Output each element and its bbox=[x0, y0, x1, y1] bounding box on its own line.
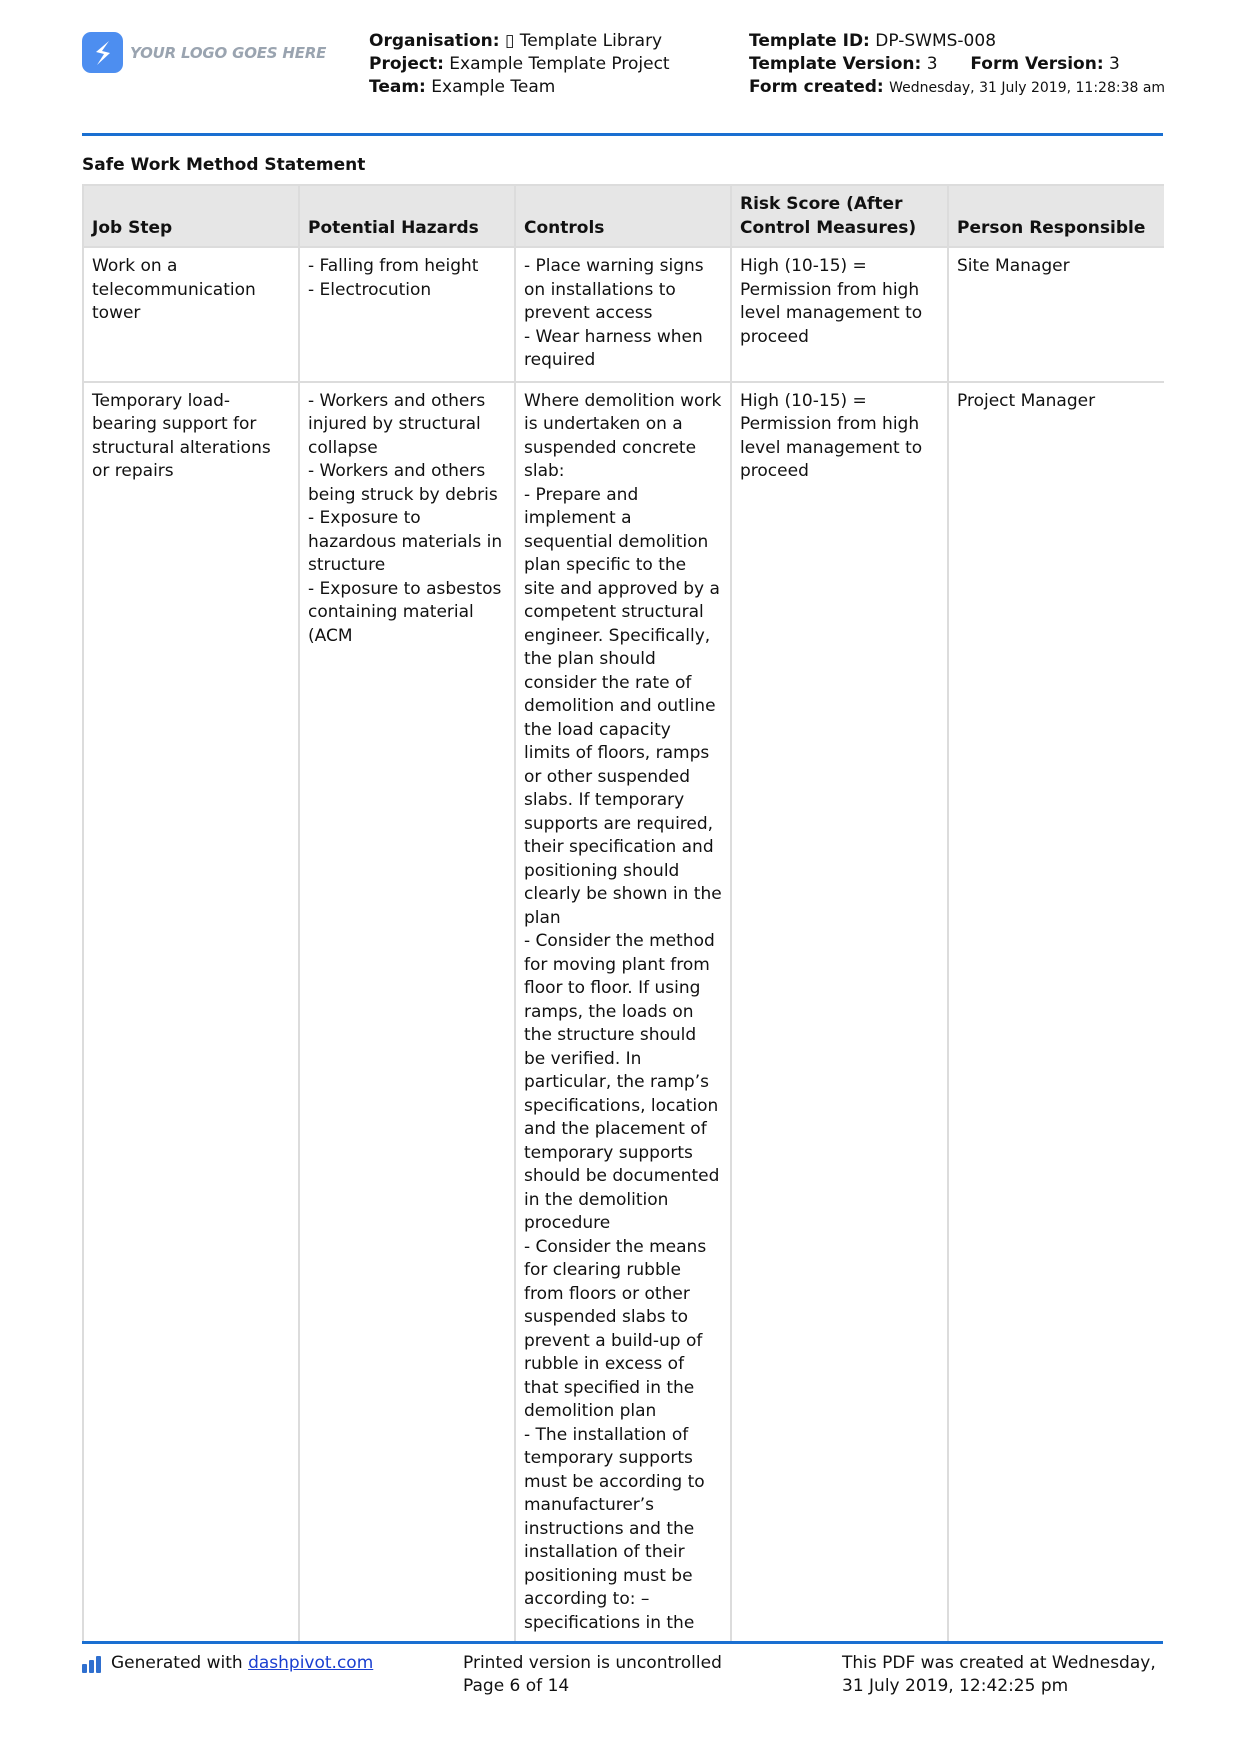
risk-score-cell: High (10-15) = Permission from high level management to proceed bbox=[731, 247, 948, 382]
pdf-created-at: This PDF was created at Wednesday, 31 July 2019, 12:42:25 pm bbox=[842, 1653, 1156, 1696]
team-line bbox=[369, 76, 729, 99]
column-header-person-responsible: Person Responsible bbox=[948, 185, 1164, 247]
swms-table bbox=[82, 184, 1164, 1642]
template-id-label: Template ID: bbox=[749, 31, 870, 51]
job-step-cell: Work on a telecommunication tower bbox=[83, 247, 299, 382]
company-logo bbox=[82, 32, 326, 73]
generated-prefix: Generated with bbox=[111, 1653, 249, 1673]
table-row bbox=[83, 382, 1164, 1643]
generated-with bbox=[82, 1652, 373, 1675]
team-value: Example Team bbox=[431, 77, 556, 97]
page-number: Page 6 of 14 bbox=[463, 1676, 570, 1696]
hazards-cell: - Workers and others injured by structural collapse - Workers and others being struck by debris - Exposure to hazardous materials in structure - Exposure to asbestos containing material (ACM bbox=[299, 382, 515, 1643]
page-header bbox=[82, 30, 1166, 128]
form-version-label: Form Version: bbox=[970, 54, 1104, 74]
form-created-label: Form created: bbox=[749, 77, 884, 97]
column-header-potential-hazards: Potential Hazards bbox=[299, 185, 515, 247]
job-step-cell: Temporary load-bearing support for structural alterations or repairs bbox=[83, 382, 299, 1643]
template-id-value: DP-SWMS-008 bbox=[875, 31, 997, 51]
template-version-value: 3 bbox=[926, 54, 938, 74]
swms-table-container bbox=[82, 184, 1164, 1642]
template-version-label: Template Version: bbox=[749, 54, 922, 74]
project-info bbox=[369, 30, 729, 99]
person-responsible-cell: Project Manager bbox=[948, 382, 1164, 1643]
organisation-label: Organisation: bbox=[369, 31, 500, 51]
project-value: Example Template Project bbox=[449, 54, 670, 74]
dashpivot-link[interactable]: dashpivot.com bbox=[248, 1653, 374, 1673]
form-created-line bbox=[749, 76, 1169, 100]
footer-divider bbox=[82, 1641, 1163, 1644]
section-title: Safe Work Method Statement bbox=[82, 155, 366, 175]
organisation-value: ▯ Template Library bbox=[504, 31, 663, 51]
controls-cell: - Place warning signs on installations to prevent access - Wear harness when required bbox=[515, 247, 731, 382]
table-row bbox=[83, 247, 1164, 382]
team-label: Team: bbox=[369, 77, 426, 97]
version-line bbox=[749, 53, 1169, 76]
logo-text: YOUR LOGO GOES HERE bbox=[130, 43, 327, 62]
project-line bbox=[369, 53, 729, 76]
column-header-risk-score: Risk Score (After Control Measures) bbox=[731, 185, 948, 247]
organisation-line bbox=[369, 30, 729, 53]
column-header-controls: Controls bbox=[515, 185, 731, 247]
controls-cell: Where demolition work is undertaken on a suspended concrete slab: - Prepare and implement a sequential demolition plan specific to the site and approved by a competent structural engineer. Specifically, the plan should consider the rate of demolition and outline the load capacity limits of floors, ramps or other suspended slabs. If temporary supports are required, their specification and positioning should clearly be shown in the plan - Consider the method for moving plant from floor to floor. If using ramps, the loads on the structure should be verified. In particular, the ramp’s specifications, location and the placement of temporary supports should be documented in the demolition procedure - Consider the means for clearing rubble from floors or other suspended slabs to prevent a build-up of rubble in excess of that specified in the demolition plan - The installation of temporary supports must be according to manufacturer’s instructions and the installation of their positioning must be according to: – specifications in the bbox=[515, 382, 731, 1643]
hazards-cell: - Falling from height - Electrocution bbox=[299, 247, 515, 382]
project-label: Project: bbox=[369, 54, 444, 74]
table-header-row bbox=[83, 185, 1164, 247]
form-created-value: Wednesday, 31 July 2019, 11:28:38 am bbox=[889, 80, 1166, 96]
template-id-line bbox=[749, 30, 1169, 53]
dashpivot-bars-icon bbox=[82, 1655, 103, 1673]
logo-icon bbox=[82, 32, 123, 73]
header-divider bbox=[82, 133, 1163, 136]
print-info bbox=[463, 1652, 763, 1698]
risk-score-cell: High (10-15) = Permission from high level management to proceed bbox=[731, 382, 948, 1643]
person-responsible-cell: Site Manager bbox=[948, 247, 1164, 382]
uncontrolled-notice: Printed version is uncontrolled bbox=[463, 1653, 722, 1673]
form-version-value: 3 bbox=[1109, 54, 1120, 74]
template-info bbox=[749, 30, 1169, 100]
column-header-job-step: Job Step bbox=[83, 185, 299, 247]
